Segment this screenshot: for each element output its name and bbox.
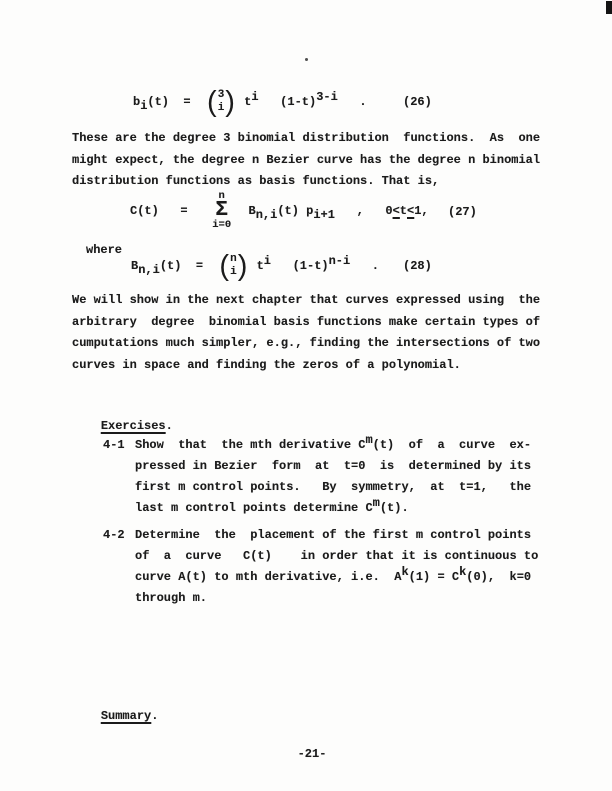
eq28-lhs-base: B [131, 258, 139, 273]
eq26-lhs-rest: (t) = [147, 94, 206, 109]
eq28-lhs-sub: n,i [138, 262, 160, 277]
exercise-line: through m. [135, 591, 208, 605]
text-line: curves in space and finding the zeros of a polynomial. [72, 357, 461, 372]
eq26-lhs-base: b [133, 94, 141, 109]
summation-upper-limit: n [218, 190, 225, 202]
text-line: cumputations much simpler, e.g., finding the intersections of two [72, 336, 541, 350]
summation-lower-limit: i=0 [212, 219, 232, 231]
text-line: might expect, the degree n Bezier curve has the degree n binomial [72, 152, 541, 167]
eq28-factor: (1-t) [270, 258, 329, 273]
paragraph-intro [72, 128, 540, 193]
eq26-factor-exponent: 3-i [316, 89, 338, 104]
equation-27 [130, 188, 429, 234]
eq26-t-exponent: i [251, 89, 259, 104]
exercise-line: last m control points determine Cm(t). [135, 496, 409, 515]
binom-top: 3 [217, 88, 225, 101]
scan-artifact-dot [305, 58, 308, 61]
exercise-line: Show that the mth derivative Cm(t) of a curve ex- [135, 433, 532, 452]
binom-top: n [230, 252, 237, 265]
sigma-symbol: Σ [215, 199, 228, 222]
eq26-period: . [337, 94, 367, 109]
text-line: We will show in the next chapter that curves expressed using the [72, 293, 541, 307]
binomial-coefficient [207, 87, 235, 117]
eq27-p-sub: i+1 [313, 208, 335, 222]
eq26-factor: (1-t) [258, 94, 317, 109]
where-label: where [86, 243, 123, 257]
big-paren-close: ) [237, 249, 248, 282]
eq28-t-exponent: i [263, 253, 271, 268]
paragraph-next-chapter [72, 290, 540, 376]
big-paren-open: ( [219, 249, 230, 282]
exercise-line: Determine the placement of the first m control points [135, 528, 532, 542]
eq27-comma: , [334, 204, 386, 218]
binom-bottom: i [230, 265, 237, 278]
exercises-heading-period: . [165, 419, 173, 433]
eq26-lhs-sub: i [140, 98, 148, 113]
summary-heading-period: . [151, 709, 159, 723]
exercise-line: first m control points. By symmetry, at t=1, the [135, 480, 532, 494]
equation-number-28: (28) [403, 259, 432, 273]
eq28-period: . [350, 258, 380, 273]
scan-artifact-bar [606, 1, 612, 14]
exercise-line: curve A(t) to mth derivative, i.e. Ak(1) = Ck(0), k=0 [135, 565, 532, 584]
eq27-lhs: C(t) = [130, 204, 210, 218]
text-line: distribution functions as basis functions. That is, [72, 174, 440, 188]
eq26-t-base: t [236, 94, 252, 109]
exercise-4-2 [135, 525, 538, 609]
eq27-term-sub: n,i [255, 208, 278, 222]
eq28-t-base: t [249, 258, 264, 273]
eq27-domain: 0<t<1, [385, 204, 429, 218]
eq27-p-base: p [306, 204, 314, 218]
exercise-4-1-number: 4-1 [103, 438, 125, 452]
binom-stack [217, 89, 226, 115]
eq28-factor-exponent: n-i [328, 253, 351, 268]
equation-number-27: (27) [448, 205, 477, 219]
text-line: arbitrary degree binomial basis functions make certain types of [72, 314, 541, 329]
exercise-line: of a curve C(t) in order that it is continuous to [135, 549, 539, 563]
binomial-coefficient [219, 251, 247, 281]
summation [212, 191, 231, 231]
eq27-term-rest: (t) [277, 204, 307, 218]
exercise-line: pressed in Bezier form at t=0 is determined by its [135, 459, 532, 473]
exercises-heading-text: Exercises [100, 419, 166, 433]
binom-bottom: i [217, 101, 225, 114]
equation-26 [133, 83, 367, 120]
exercise-4-1 [135, 435, 531, 519]
eq28-lhs-rest: (t) = [159, 258, 218, 273]
exercise-4-2-number: 4-2 [103, 528, 125, 542]
page-number: -21- [297, 747, 327, 761]
text-line: These are the degree 3 binomial distribution functions. As one [72, 131, 541, 145]
summary-heading-text: Summary [100, 709, 152, 723]
equation-28 [131, 247, 379, 284]
big-paren-close: ) [225, 85, 235, 118]
eq27-term-base: B [234, 204, 256, 218]
big-paren-open: ( [207, 85, 217, 118]
equation-number-26: (26) [403, 95, 432, 109]
binom-stack [229, 253, 238, 279]
summary-heading [72, 694, 158, 739]
